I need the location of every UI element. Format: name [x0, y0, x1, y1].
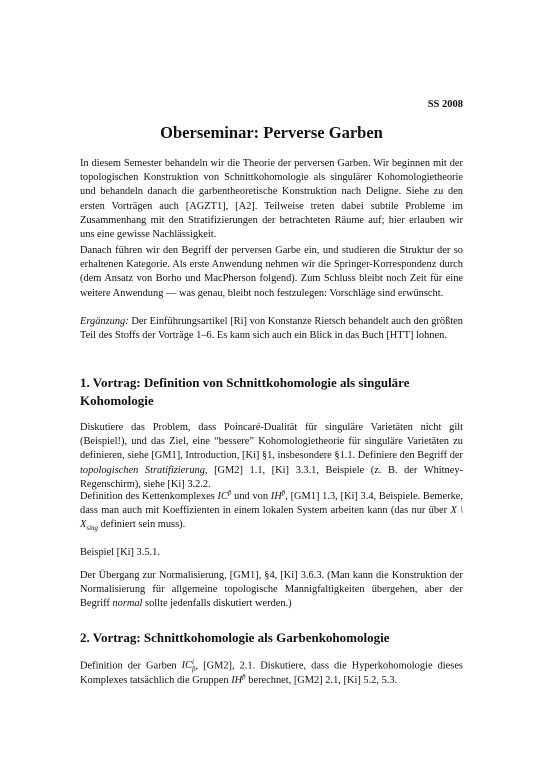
- math-base: X \ X: [80, 505, 463, 531]
- semester-label: SS 2008: [427, 99, 463, 110]
- section-1-title: 1. Vortrag: Definition von Schnittkohomologie als singuläre Kohomologie: [80, 375, 410, 408]
- text-run: Definition der Garben: [80, 660, 182, 672]
- section-1-paragraph-2: [80, 490, 463, 533]
- text-run: , [GM2] 1.1, [Ki] 3.3.1, Beispiele (z. B. der Whitney-Regenschirm), siehe [Ki] 3.2.2.: [80, 464, 464, 490]
- math-ih: [231, 672, 246, 686]
- section-2-title: 2. Vortrag: Schnittkohomologie als Garbenkohomologie: [80, 630, 390, 645]
- text-run: , [GM1] 1.3, [Ki] 3.4, Beispiele. Bemerke, dass man auch mit Koeffizienten in einem lokalen System arbeiten kann (das nur über: [80, 491, 463, 517]
- text-run: Der Übergang zur Normalisierung, [GM1], §4, [Ki] 3.6.3. (Man kann die Konstruktion der Normalisierung für allgemeine topologische Mannigfaltigkeiten übergehen, aber der Begriff: [80, 570, 463, 610]
- math-sup: p̄: [242, 672, 246, 681]
- math-ic-i: [182, 660, 196, 671]
- section-1-paragraph-4: [80, 569, 463, 612]
- math-base: IH: [231, 674, 243, 686]
- section-1-paragraph-3: Beispiel [Ki] 3.5.1.: [80, 547, 160, 558]
- text-run: Diskutiere das Problem, dass Poincaré-Dualität für singuläre Varietäten nicht gilt (Beispiel!), und das Ziel, eine “bessere” Kohomologietheorie für singuläre Varietäten zu definieren, siehe [GM1], Introduction, [Ki] §1, insbesondere §1.1. Definiere den Begriff der: [80, 422, 463, 462]
- emphasis-term: normal: [112, 598, 143, 610]
- intro-paragraph-3: [80, 315, 463, 343]
- text-run: sollte jedenfalls diskutiert werden.): [142, 598, 292, 610]
- intro-paragraph-1: In diesem Semester behandeln wir die Theorie der perversen Garben. Wir beginnen mit der topologischen Konstruktion von Schnittkohomologie als singulärer Kohomologietheorie und behandeln danach die garbentheoretische Konstruktion nach Deligne. Siehe zu den ersten Vorträgen auch [AGZT1], [A2]. Teilweise treten dabei subtile Probleme im Zusammenhang mit den Stratifizierungen der betrachteten Räume auf; hier erlauben wir uns eine gewisse Nachlässigkeit.: [80, 158, 463, 241]
- math-ih: [270, 488, 286, 502]
- section-2-paragraph-1: [80, 659, 463, 688]
- math-sup: p̄: [281, 488, 286, 497]
- math-ic: [217, 488, 232, 502]
- supplement-label: Ergänzung:: [80, 316, 129, 327]
- math-sub: p̄: [192, 665, 196, 673]
- intro-paragraph-2: Danach führen wir den Begriff der perversen Garbe ein, und studieren die Struktur der so erhaltenen Kategorie. Als erste Anwendung nehmen wir die Springer-Korrespondenz durch (dem Ansatz von Borho und MacPherson folgend). Zum Schluss bleibt noch Zeit für eine weitere Anwendung — was genau, bleibt noch festzulegen: Vorschläge sind erwünscht.: [80, 245, 463, 299]
- emphasis-term: topologischen Stratifizierung: [80, 464, 205, 476]
- text-run: , [GM2], 2.1. Diskutiere, dass die Hyperkohomologie dieses Komplexes tatsächlich die Gruppen: [80, 660, 463, 686]
- math-sup: i: [192, 658, 194, 666]
- math-base: IC: [181, 660, 193, 672]
- supplement-text: Der Einführungsartikel [Ri] von Konstanze Rietsch behandelt auch den größten Teil des Stoffs der Vorträge 1–6. Es kann sich auch ein Blick in das Buch [HTT] lohnen.: [80, 316, 463, 342]
- text-run: Definition des Kettenkomplexes: [80, 491, 218, 502]
- math-base: IH: [270, 491, 282, 502]
- math-sub: sing: [86, 524, 99, 533]
- text-run: berechnet, [GM2] 2.1, [Ki] 5.2, 5.3.: [245, 674, 398, 686]
- math-sup: p̄: [227, 488, 232, 497]
- text-run: und von: [231, 491, 271, 502]
- section-1-paragraph-1: [80, 421, 463, 492]
- math-base: IC: [217, 491, 228, 502]
- text-run: definiert sein muss).: [98, 519, 186, 531]
- page-title: Oberseminar: Perverse Garben: [160, 123, 383, 142]
